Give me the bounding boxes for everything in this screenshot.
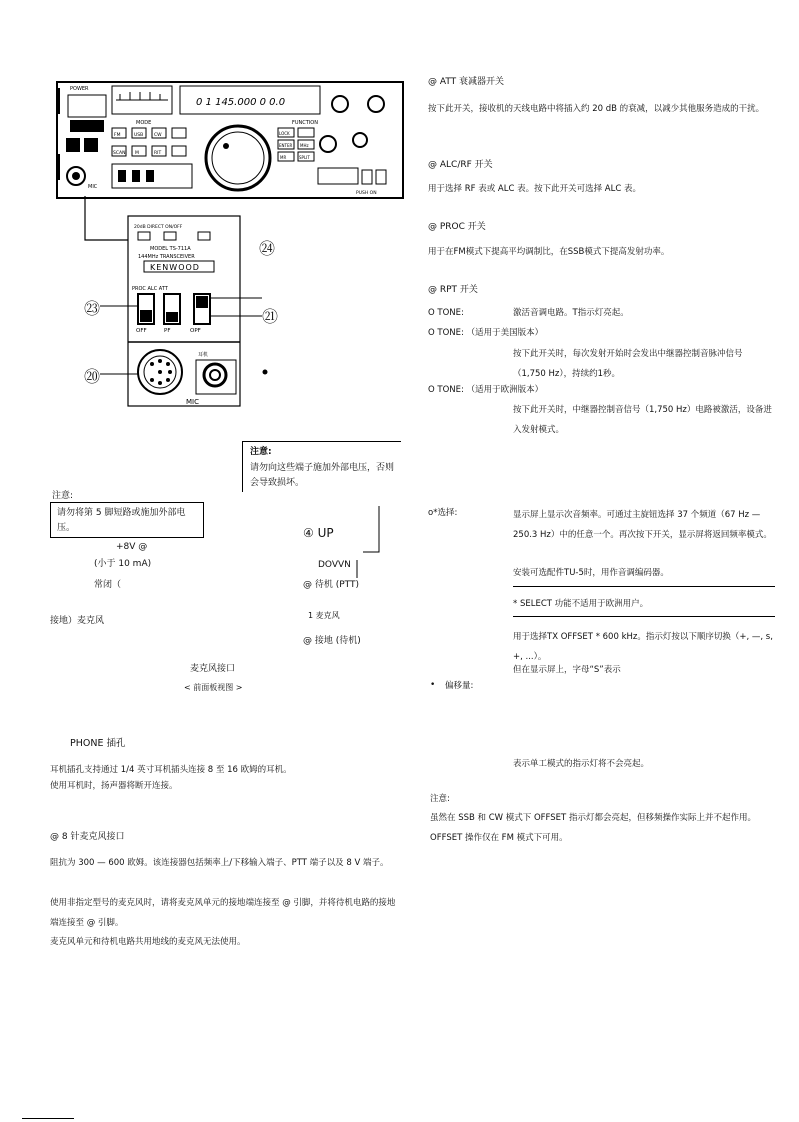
tone3-body: 按下此开关时，中继器控制音信号（1,750 Hz）电路被激活，设备进入发射模式。 xyxy=(513,405,772,435)
power-label: POWER xyxy=(70,86,89,92)
fn-lock: LOCK xyxy=(279,131,290,136)
offset-label: 偏移量: xyxy=(445,681,474,691)
mic-jack-body-3: 麦克风单元和待机电路共用地线的麦克风无法使用。 xyxy=(50,937,246,947)
switch-label-opf: OPF xyxy=(190,328,201,334)
function-label: FUNCTION xyxy=(292,120,318,126)
mode-usb: USB xyxy=(134,133,144,138)
tone3-label: O TONE: （适用于欧洲版本） xyxy=(428,385,544,395)
normally-closed: 常闭（ xyxy=(94,580,122,590)
pin-8v-current: (小于 10 mA) xyxy=(94,559,152,569)
switch-header: PROC ALC ATT xyxy=(132,286,168,292)
mode-fm: FM xyxy=(114,133,121,138)
brand-logo: KENWOOD xyxy=(150,263,200,272)
up-down-bracket xyxy=(355,504,385,580)
transceiver-label: 144MHz TRANSCEIVER xyxy=(138,254,195,260)
pin-standby-ptt: @ 待机 (PTT) xyxy=(303,580,360,590)
alc-body: 用于选择 RF 表或 ALC 表。按下此开关可选择 ALC 表。 xyxy=(428,184,641,194)
radio-front-panel-figure xyxy=(56,70,406,200)
mode-cw: CW xyxy=(154,133,162,138)
rpt-title: @ RPT 开关 xyxy=(428,285,478,295)
mic-jack-title: @ 8 针麦克风接口 xyxy=(50,832,125,842)
fn-split: SPLIT xyxy=(299,155,310,160)
offset-body: 用于选择TX OFFSET * 600 kHz。指示灯按以下顺序切换（+, —, s, +, ...）。 xyxy=(513,632,773,662)
offset-note-body: 虽然在 SSB 和 CW 模式下 OFFSET 指示灯都会亮起，但移频操作实际上并不起作用。OFFSET 操作仅在 FM 模式下可用。 xyxy=(430,813,756,843)
tone1-label: O TONE: xyxy=(428,308,464,318)
mic-label-small: MIC xyxy=(88,184,98,190)
offset-bullet: • xyxy=(430,680,436,690)
mode-label: MODE xyxy=(136,120,152,126)
proc-body: 用于在FM模式下提高平均调制比，在SSB模式下提高发射功率。 xyxy=(428,247,670,257)
pin5-warning-box xyxy=(50,502,204,538)
tone2-body: 按下此开关时，每次发射开始时会发出中继器控制音脉冲信号（1,750 Hz），持续约1秒。 xyxy=(513,349,743,379)
left-note-label: 注意: xyxy=(52,491,74,501)
pin-down: DOVVN xyxy=(318,560,351,570)
callout-21: ㉑ xyxy=(262,307,279,326)
tone2-label: O TONE: （适用于美国版本） xyxy=(428,328,544,338)
select-rule-top xyxy=(513,586,775,587)
tone1-body: 激活音调电路。T指示灯亮起。 xyxy=(513,308,629,318)
earphone-label: 耳机 xyxy=(198,352,209,358)
switch-label-off: OFF xyxy=(136,328,147,334)
frequency-readout: 0 1 145.000 0 0.0 xyxy=(196,97,286,108)
phone-jack-body-1: 耳机插孔支持通过 1/4 英寸耳机插头连接 8 至 16 欧姆的耳机。 xyxy=(50,765,292,775)
phone-jack-body-2: 使用耳机时，扬声器将断开连接。 xyxy=(50,781,178,791)
simplex-note: 表示单工模式的指示灯将不会亮起。 xyxy=(513,759,650,769)
alc-title: @ ALC/RF 开关 xyxy=(428,160,493,170)
select-rule-bottom xyxy=(513,616,775,617)
offset-note-title: 注意: xyxy=(430,794,450,804)
terminal-warning-box xyxy=(242,441,401,492)
mic-label: MIC xyxy=(186,398,199,406)
pin-ground-standby: @ 接地 (待机) xyxy=(303,636,361,646)
mic-jack-body-1: 阻抗为 300 — 600 欧姆。该连接器包括频率上/下移输入端子、PTT 端子以及 8 V 端子。 xyxy=(50,858,389,868)
phone-jack-title: PHONE 插孔 xyxy=(70,738,126,749)
att-body: 按下此开关，接收机的天线电路中将插入约 20 dB 的衰减，以减少其他服务造成的干扰。 xyxy=(428,104,765,114)
fn-mr: MR xyxy=(280,155,287,160)
proc-title: @ PROC 开关 xyxy=(428,222,486,232)
ground-mic: 接地）麦克风 xyxy=(50,616,105,626)
att-title: @ ATT 衰减器开关 xyxy=(428,77,505,87)
callout-24: ㉔ xyxy=(259,239,276,258)
mic-connector-caption: 麦克风接口 xyxy=(190,664,236,674)
pin-8v: +8V @ xyxy=(116,542,148,552)
pin5-warning-text: 请勿将第 5 脚短路或施加外部电压。 xyxy=(57,508,186,533)
pin-up: ④ UP xyxy=(303,526,334,540)
switch-label-pf: PF xyxy=(164,328,171,334)
select-body: 显示屏上显示次音频率。可通过主旋钮选择 37 个频道（67 Hz — 250.3 Hz）中的任意一个。再次按下开关，显示屏将返回频率模式。 xyxy=(513,510,772,540)
select-body-2: 安装可选配件TU-5时，用作音调编码器。 xyxy=(513,568,669,578)
fn-mhz: MHz xyxy=(300,143,309,148)
rit-btn-label: RIT xyxy=(154,151,162,156)
scan-btn-label: SCAN xyxy=(113,151,126,156)
footer-rule xyxy=(22,1118,74,1119)
offset-body-2: 但在显示屏上，字母“S”表示 xyxy=(513,665,621,675)
push-on-label: PUSH ON xyxy=(356,191,377,196)
mic-jack-body-2: 使用非指定型号的麦克风时，请将麦克风单元的接地端连接至 @ 引脚，并将待机电路的接地端连接至 @ 引脚。 xyxy=(50,898,396,928)
model-label: MODEL TS-711A xyxy=(150,246,191,252)
zoom-top-labels: 20dB DIRECT ON/OFF xyxy=(134,225,183,230)
front-view-caption: < 前面板视图 > xyxy=(184,683,243,692)
pin-mic: 1 麦克风 xyxy=(308,611,340,620)
fn-enter: ENTER xyxy=(279,143,293,148)
terminal-warning-body: 请勿向这些端子施加外部电压，否则会导致损坏。 xyxy=(250,463,395,488)
callout-20: ⑳ xyxy=(84,367,101,386)
select-label: o*选择: xyxy=(428,508,458,518)
select-note: * SELECT 功能不适用于欧洲用户。 xyxy=(513,599,649,609)
terminal-warning-title: 注意: xyxy=(250,447,272,457)
callout-23: ㉓ xyxy=(84,299,101,318)
m-btn-label: M xyxy=(135,151,139,156)
